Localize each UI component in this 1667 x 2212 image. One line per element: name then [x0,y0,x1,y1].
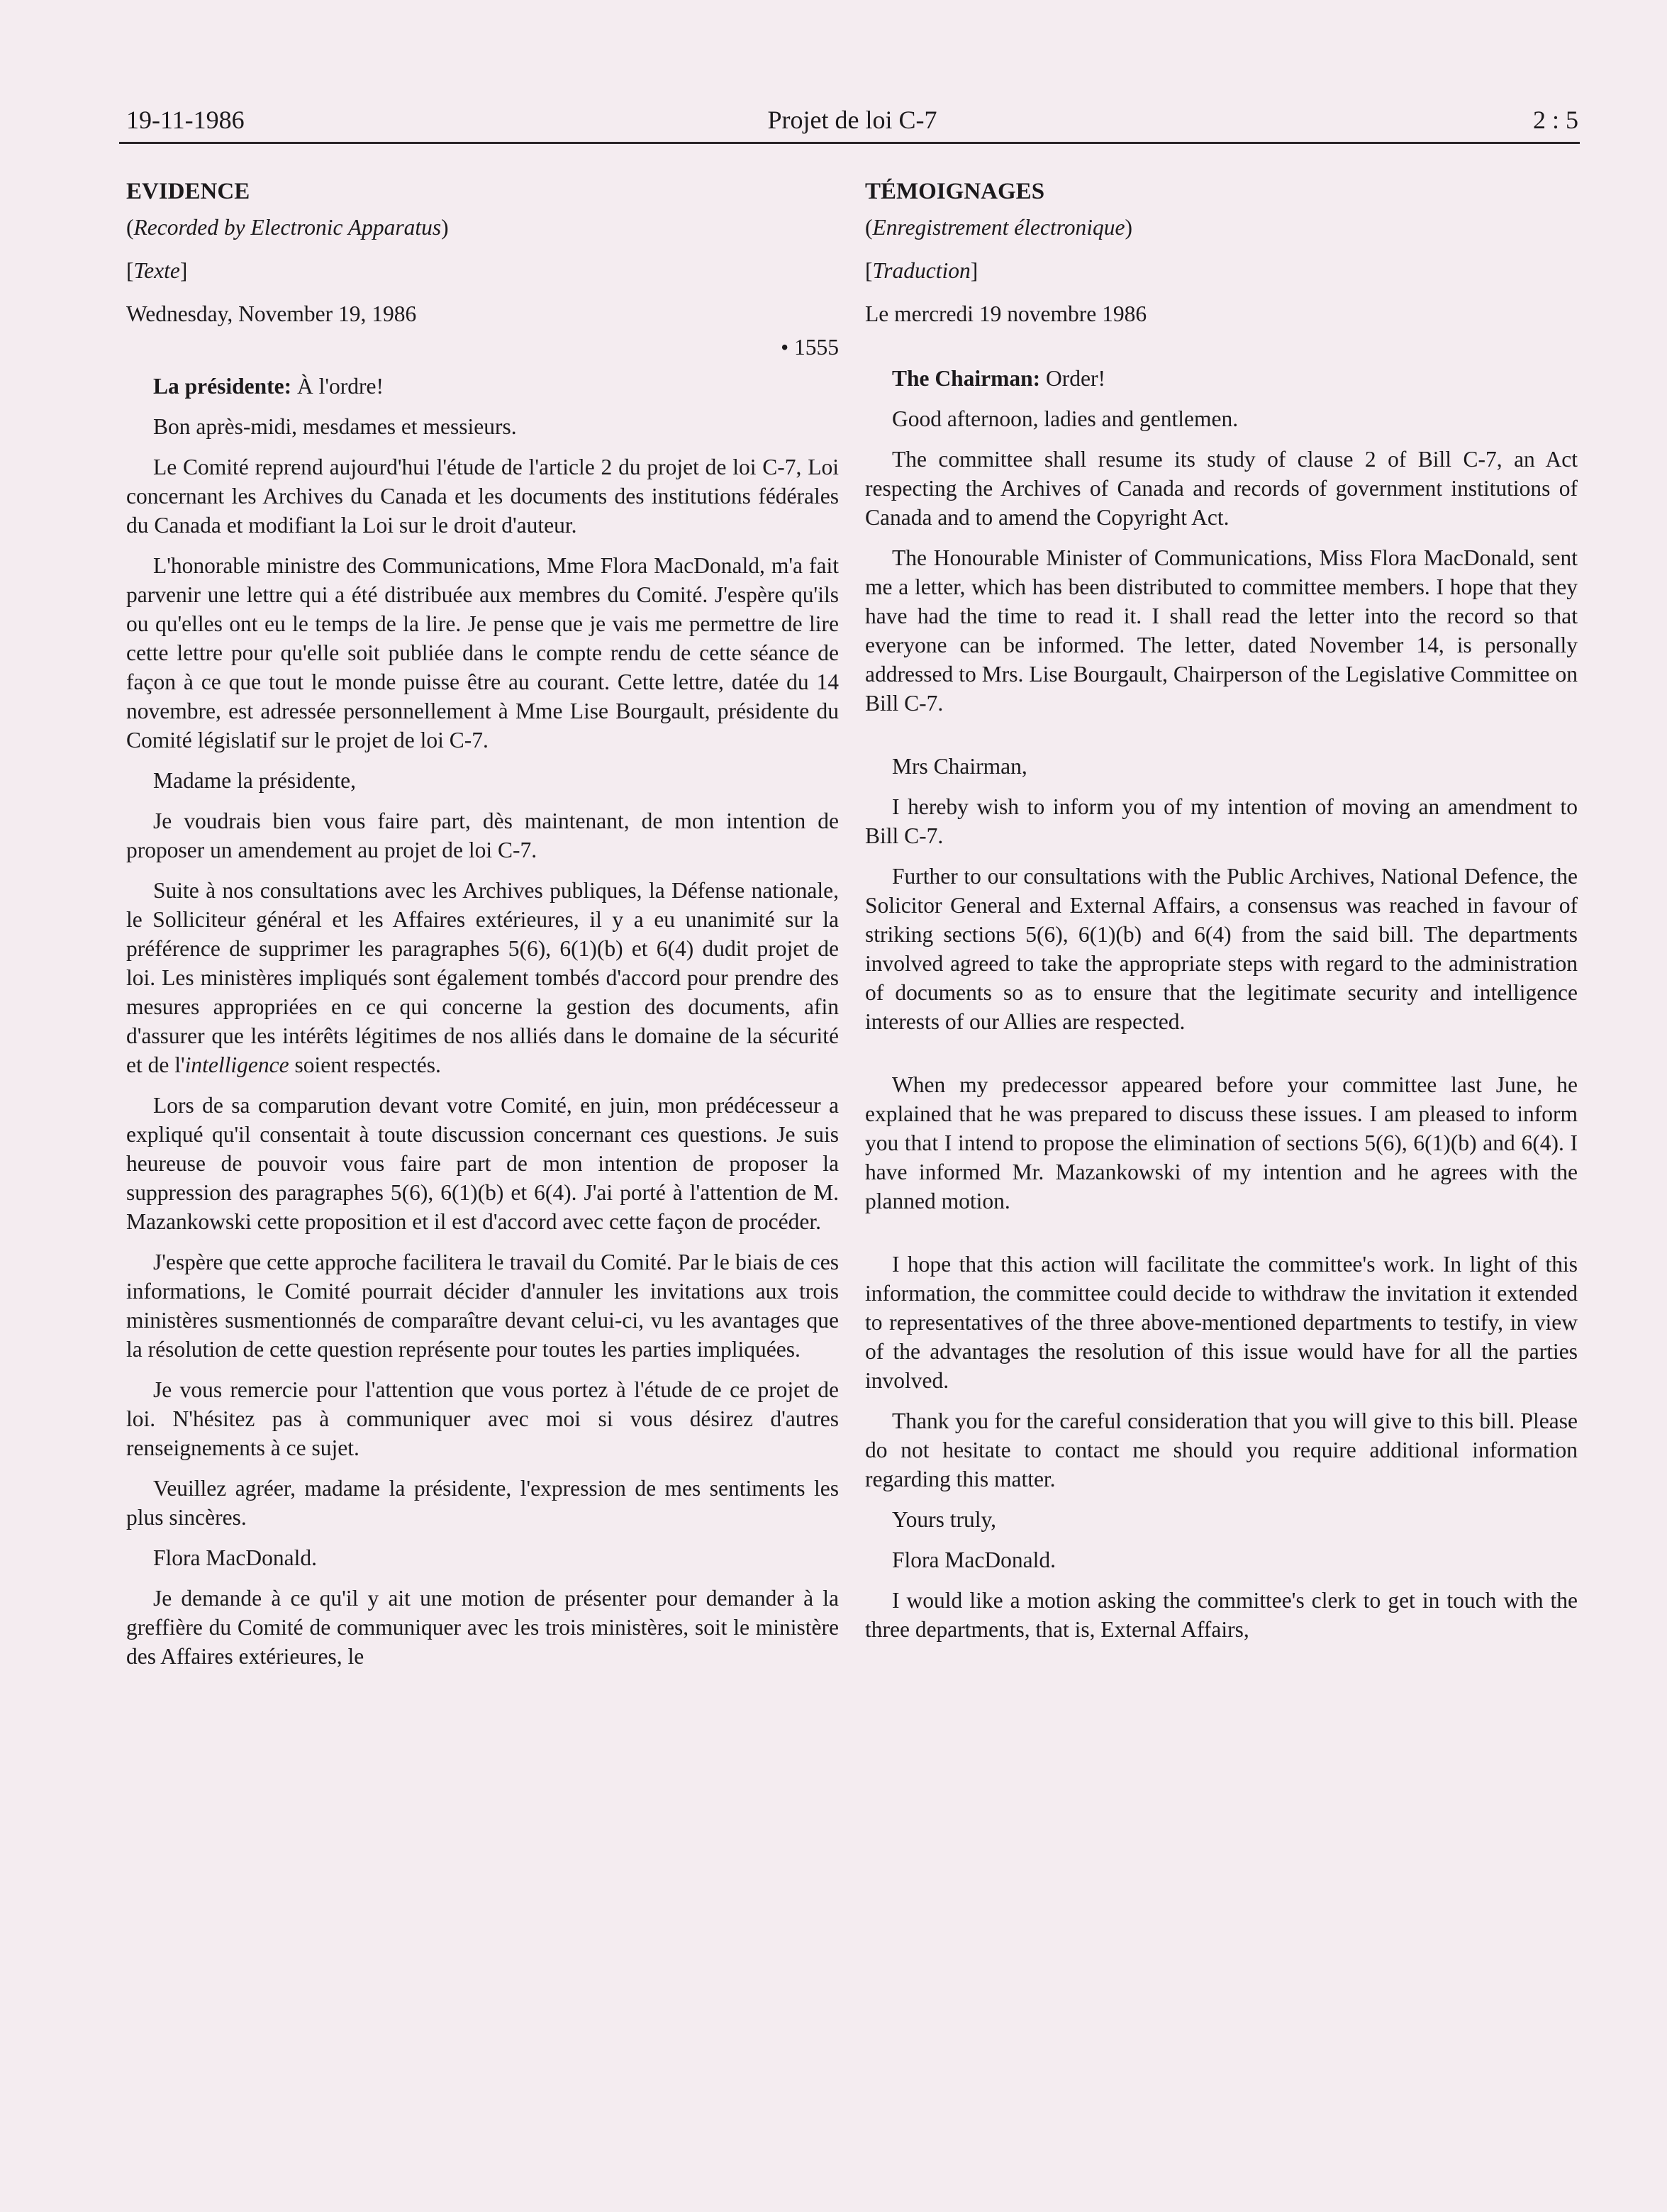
right-traduction-line: [Traduction] [865,258,979,283]
right-heading: TÉMOIGNAGES [865,179,1045,204]
right-column [865,177,1578,1655]
left-salutation: Madame la présidente, [153,768,357,793]
right-salutation: Mrs Chairman, [892,754,1027,779]
italic-word: intelligence [184,1052,289,1077]
right-paragraph: Further to our consultations with the Public Archives, National Defence, the Solicitor General and External Affairs, a consensus was reached in favour of striking sections 5(6), 6(1)(b) and 6(4) from the said bill. The departments involved agreed to take the appropriate steps with regard to the administration of documents so as to ensure that the legitimate security and intelligence interests of our Allies are respected. [865,864,1578,1034]
left-paragraph: Je vous remercie pour l'attention que vous portez à l'étude de ce projet de loi. N'hésitez pas à communiquer avec moi si vous désirez d'autres renseignements à ce sujet. [126,1377,839,1460]
left-recorded: Recorded by Electronic Apparatus [133,215,442,240]
right-paragraph: I hereby wish to inform you of my intention of moving an amendment to Bill C-7. [865,794,1578,848]
left-order: À l'ordre! [296,374,384,399]
right-signature: Flora MacDonald. [892,1547,1056,1572]
right-order: Order! [1046,366,1105,391]
right-recorded-line: (Enregistrement électronique) [865,215,1133,240]
right-paragraph: The Honourable Minister of Communications, Miss Flora MacDonald, sent me a letter, which has been distributed to committee members. I hope that they have had the time to read it. I shall read the letter into the record so that everyone can be informed. The letter, dated November 14, is personally addressed to Mrs. Lise Bourgault, Chairperson of the Legislative Committee on Bill C-7. [865,545,1578,716]
left-paragraph: J'espère que cette approche facilitera le travail du Comité. Par le biais de ces informations, le Comité pourrait décider d'annuler les invitations aux trois ministères susmentionnés de comparaître devant celui-ci, vu les avantages que la résolution de cette question représente pour toutes les parties impliquées. [126,1250,839,1362]
header-page-number: 2 : 5 [1532,106,1578,134]
right-paragraph: I hope that this action will facilitate the committee's work. In light of this information, the committee could decide to withdraw the invitation it extended to representatives of the three above-mentioned departments to testify, in view of the advantages the resolution of this issue would have for all the parties involved. [865,1252,1578,1393]
right-paragraph: Thank you for the careful consideration that you will give to this bill. Please do not hesitate to contact me should you require additional information regarding this matter. [865,1408,1578,1491]
right-paragraph: When my predecessor appeared before your committee last June, he explained that he was prepared to discuss these issues. I am pleased to inform you that I intend to propose the elimination of sections 5(6), 6(1)(b) and 6(4). I have informed Mr. Mazankowski of my intention and he agrees with the planned motion. [865,1072,1578,1213]
right-order-line [865,364,1578,393]
left-paragraph: Je demande à ce qu'il y ait une motion de présenter pour demander à la greffière du Comité de communiquer avec les trois ministères, soit le ministère des Affaires extérieures, le [126,1586,839,1669]
right-traduction: Traduction [872,258,971,283]
right-recorded: Enregistrement électronique [872,215,1125,240]
left-column [126,177,839,1682]
right-paragraph: The committee shall resume its study of clause 2 of Bill C-7, an Act respecting the Archives of Canada and records of government institutions of Canada and to amend the Copyright Act. [865,447,1578,530]
left-recorded-line: (Recorded by Electronic Apparatus) [126,215,449,240]
left-paragraph: Lors de sa comparution devant votre Comité, en juin, mon prédécesseur a expliqué qu'il consentait à toute discussion concernant ces questions. Je suis heureuse de pouvoir vous faire part de mon intention de proposer la suppression des paragraphes 5(6), 6(1)(b) et 6(4). J'ai porté à l'attention de M. Mazankowski cette proposition et il est d'accord avec cette façon de procéder. [126,1093,839,1234]
right-paragraph: I would like a motion asking the committee's clerk to get in touch with the three departments, that is, External Affairs, [865,1588,1578,1642]
left-paragraph: Suite à nos consultations avec les Archives publiques, la Défense nationale, le Solliciteur général et les Affaires extérieures, il y a eu unanimité sur la préférence de supprimer les paragraphes 5(6), 6(1)(b) et 6(4) dudit projet de loi. Les ministères impliqués sont également tombés d'accord pour prendre des mesures appropriées en ce qui concerne la gestion des documents, afin d'assurer que les intérêts légitimes de nos alliés dans le domaine de la sécurité et de l'intelligence soient respectés. [126,878,839,1077]
left-paragraph: Bon après-midi, mesdames et messieurs. [153,414,517,439]
left-paragraph: Le Comité reprend aujourd'hui l'étude de l'article 2 du projet de loi C-7, Loi concernant les Archives du Canada et les documents des institutions fédérales du Canada et modifiant la Loi sur le droit d'auteur. [126,455,839,538]
left-paragraph: Je voudrais bien vous faire part, dès maintenant, de mon intention de proposer un amendement au projet de loi C-7. [126,808,839,862]
left-texte: Texte [133,258,180,283]
left-signature: Flora MacDonald. [153,1545,317,1570]
left-heading: EVIDENCE [126,179,250,204]
left-order-line [126,372,839,401]
time-stamp: • 1555 [781,335,839,360]
left-paragraph: L'honorable ministre des Communications, Mme Flora MacDonald, m'a fait parvenir une lettre qui a été distribuée aux membres du Comité. J'espère qu'ils ou qu'elles ont eu le temps de la lire. Je pense que je vais me permettre de lire cette lettre pour qu'elle soit publiée dans le compte rendu de cette séance de façon à ce que tout le monde puisse être au courant. Cette lettre, datée du 14 novembre, est adressée personnellement à Mme Lise Bourgault, présidente du Comité législatif sur le projet de loi C-7. [126,553,839,752]
left-texte-line: [Texte] [126,258,188,283]
right-speaker: The Chairman: [892,366,1041,391]
header-rule [119,142,1580,144]
right-closing: Yours truly, [892,1507,997,1532]
right-paragraph: Good afternoon, ladies and gentlemen. [892,406,1239,431]
left-closing: Veuillez agréer, madame la présidente, l'expression de mes sentiments les plus sincères. [126,1476,839,1530]
left-date: Wednesday, November 19, 1986 [126,301,417,326]
header-title: Projet de loi C-7 [767,106,937,134]
running-header [126,105,1578,142]
left-speaker: La présidente: [153,374,292,399]
header-date: 19-11-1986 [126,106,245,134]
right-date: Le mercredi 19 novembre 1986 [865,301,1147,326]
